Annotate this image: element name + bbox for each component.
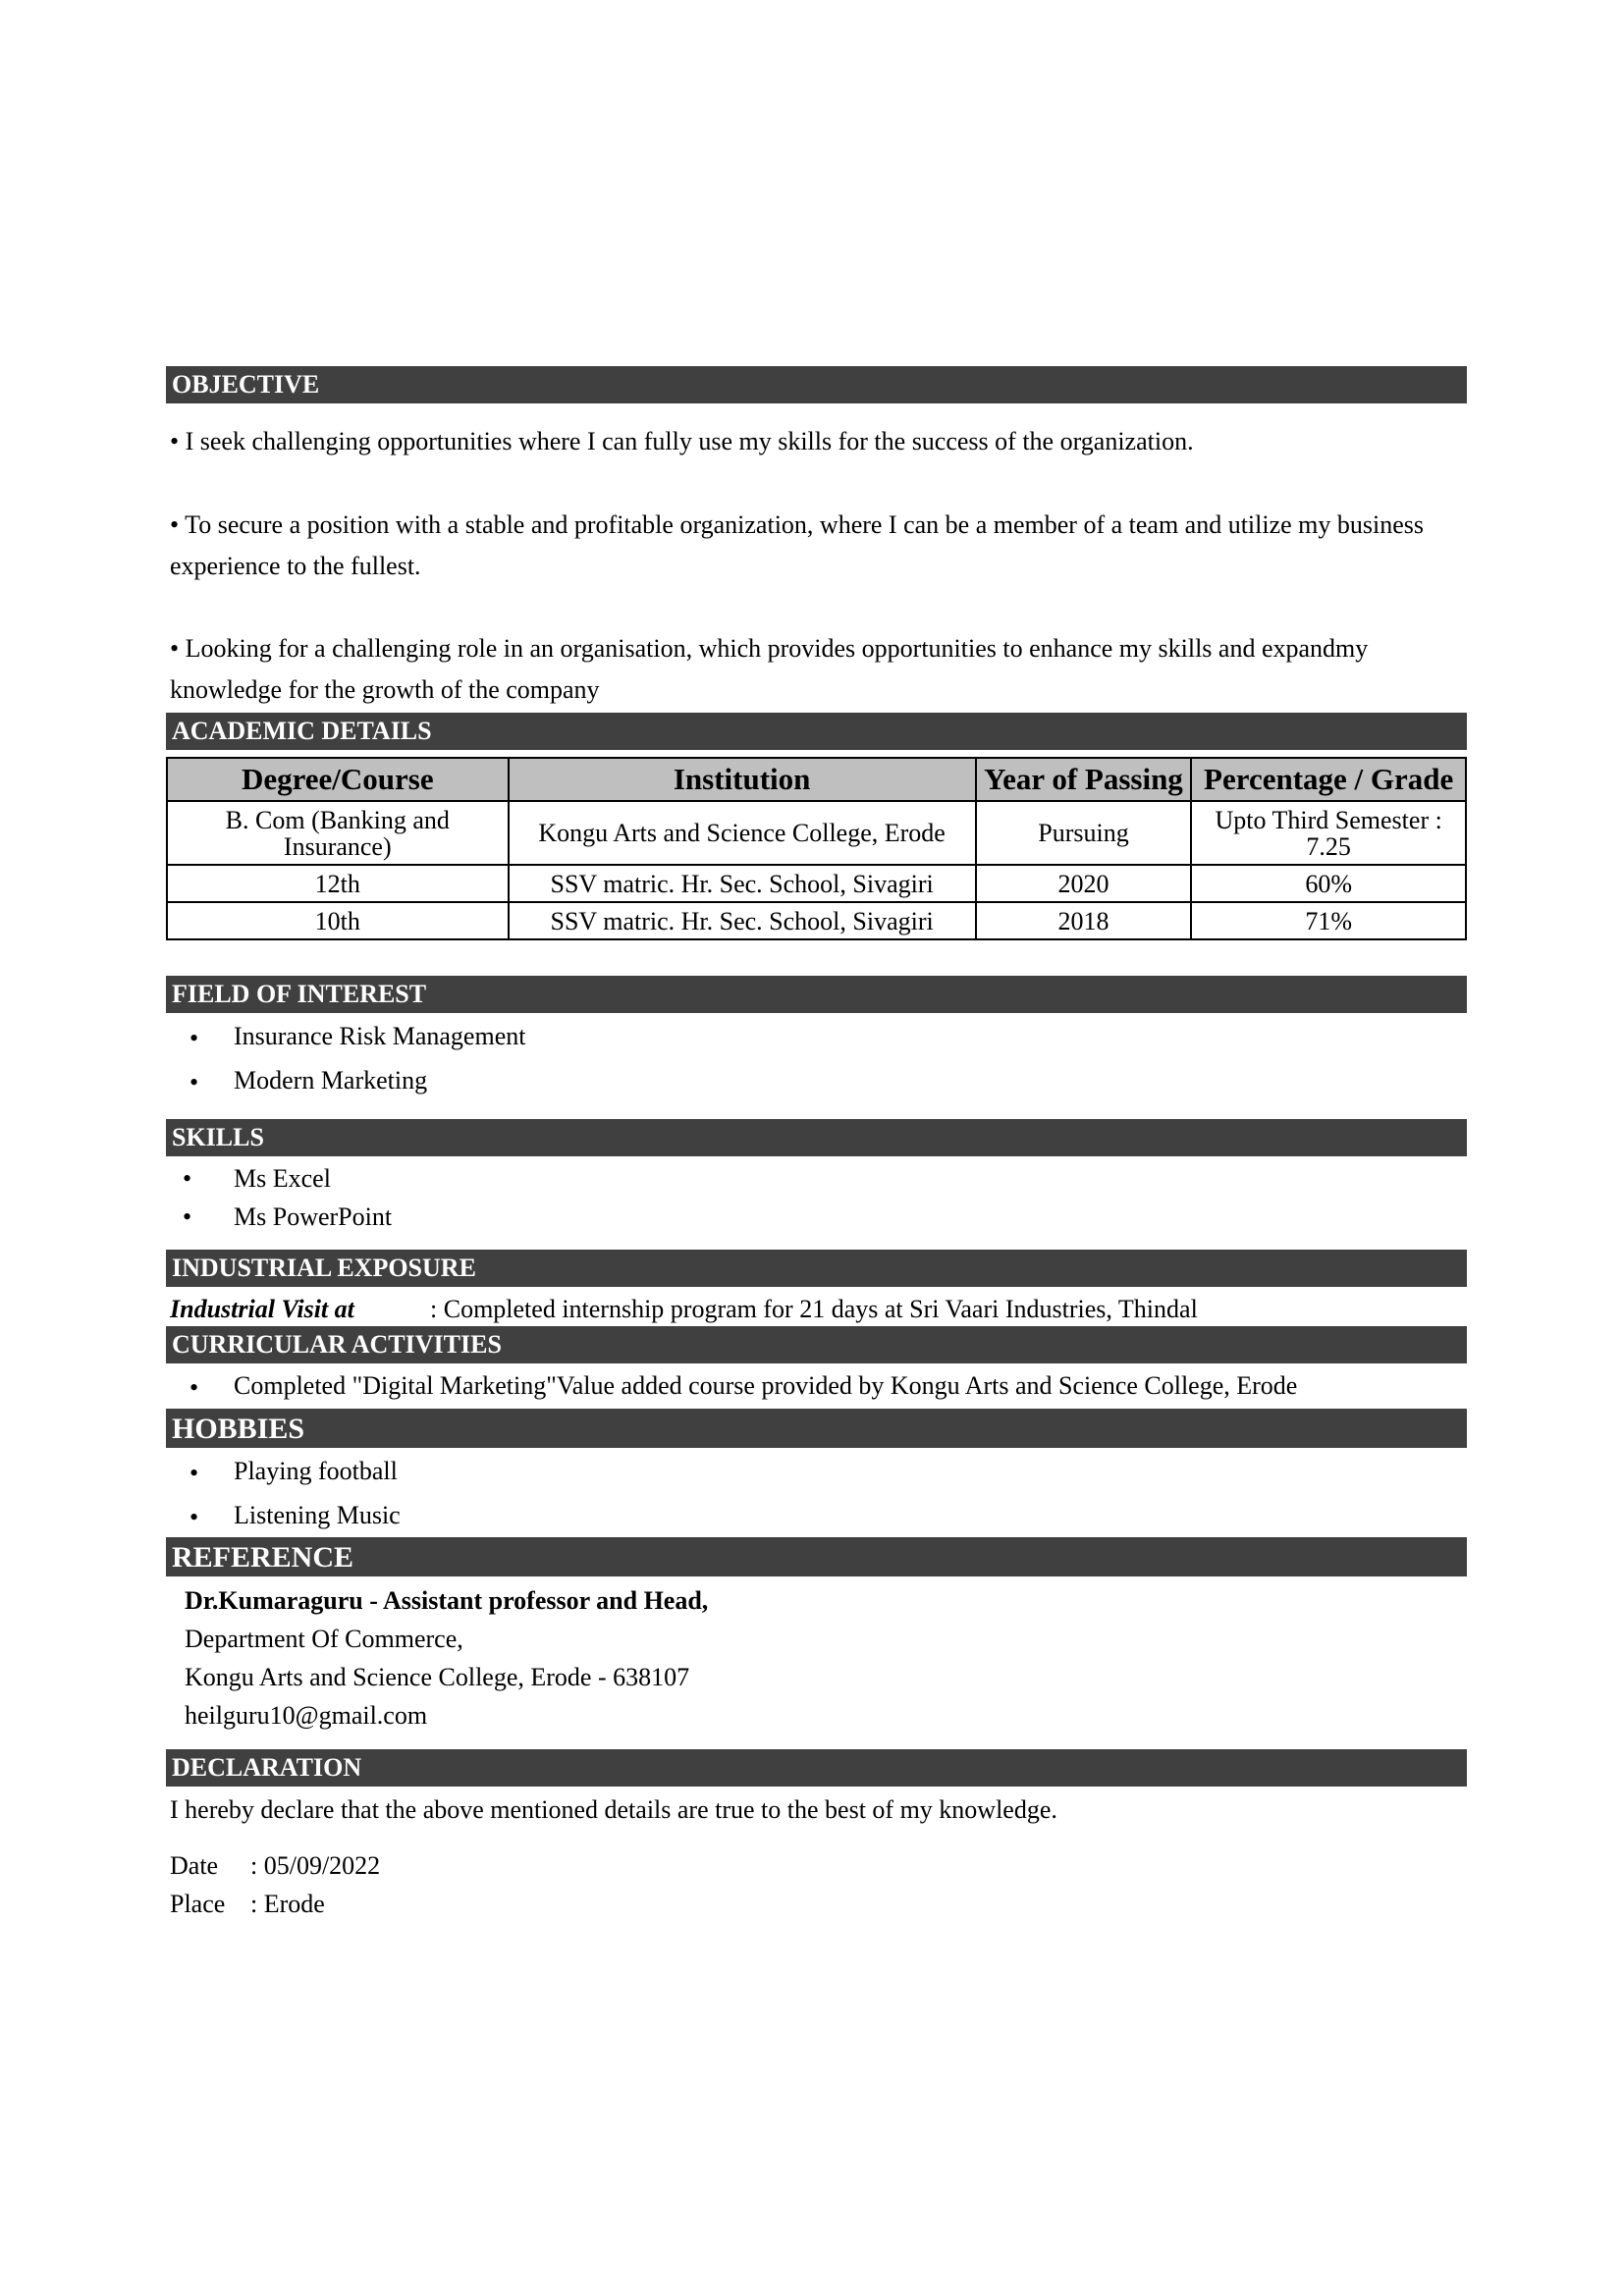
list-item: Playing football	[234, 1457, 398, 1485]
bullet-icon: •	[189, 1459, 199, 1487]
bullet-icon: •	[189, 1024, 199, 1052]
academic-table	[166, 757, 1467, 940]
skills-heading: SKILLS	[166, 1119, 1467, 1156]
bullet-icon: •	[183, 1202, 192, 1231]
objective-point-3: • Looking for a challenging role in an organisation, which provides opportunities to enhance my skills and expandmy knowledge for the growth of the company	[170, 634, 1369, 704]
bullet-icon: •	[189, 1503, 199, 1531]
table-cell: SSV matric. Hr. Sec. School, Sivagiri	[509, 865, 976, 902]
table-cell: Kongu Arts and Science College, Erode	[509, 801, 976, 865]
bullet-icon: •	[183, 1164, 192, 1193]
column-header: Year of Passing	[976, 758, 1192, 801]
objective-point-1: • I seek challenging opportunities where I can fully use my skills for the success of the organization.	[170, 427, 1194, 455]
declaration-heading: DECLARATION	[166, 1749, 1467, 1787]
bullet-icon: •	[189, 1373, 199, 1402]
table-row	[167, 902, 1466, 939]
declaration-text: I hereby declare that the above mentioned details are true to the best of my knowledge.	[170, 1795, 1057, 1824]
objective-heading: OBJECTIVE	[166, 366, 1467, 403]
curricular-heading: CURRICULAR ACTIVITIES	[166, 1326, 1467, 1363]
reference-college: Kongu Arts and Science College, Erode - 638107	[185, 1663, 690, 1691]
list-item: Ms PowerPoint	[234, 1202, 393, 1231]
field-of-interest-heading: FIELD OF INTEREST	[166, 976, 1467, 1013]
table-cell: 2020	[976, 865, 1192, 902]
table-cell: 12th	[167, 865, 509, 902]
list-item: Insurance Risk Management	[234, 1022, 526, 1050]
industrial-heading: INDUSTRIAL EXPOSURE	[166, 1250, 1467, 1287]
list-item: Completed "Digital Marketing"Value added course provided by Kongu Arts and Science College, Erode	[234, 1371, 1298, 1400]
table-cell: Pursuing	[976, 801, 1192, 865]
list-item: Listening Music	[234, 1501, 401, 1529]
hobbies-heading: HOBBIES	[166, 1409, 1467, 1448]
table-cell: 10th	[167, 902, 509, 939]
table-cell: 60%	[1191, 865, 1466, 902]
table-header-row	[167, 758, 1466, 801]
column-header: Institution	[509, 758, 976, 801]
reference-name: Dr.Kumaraguru - Assistant professor and Head,	[185, 1586, 709, 1615]
list-item: Modern Marketing	[234, 1066, 428, 1095]
list-item: Ms Excel	[234, 1164, 331, 1193]
table-row	[167, 801, 1466, 865]
table-row	[167, 865, 1466, 902]
industrial-label: Industrial Visit at	[170, 1295, 354, 1323]
table-cell: B. Com (Banking and Insurance)	[167, 801, 509, 865]
reference-heading: REFERENCE	[166, 1537, 1467, 1576]
table-cell: Upto Third Semester : 7.25	[1191, 801, 1466, 865]
table-cell: 71%	[1191, 902, 1466, 939]
objective-point-2: • To secure a position with a stable and profitable organization, where I can be a member of a team and utilize my business experience to the fullest.	[170, 510, 1425, 580]
reference-department: Department Of Commerce,	[185, 1625, 463, 1653]
column-header: Degree/Course	[167, 758, 509, 801]
industrial-value: : Completed internship program for 21 days at Sri Vaari Industries, Thindal	[430, 1295, 1198, 1323]
place-value: : Erode	[250, 1890, 325, 1918]
bullet-icon: •	[189, 1068, 199, 1096]
date-label: Date	[170, 1851, 219, 1880]
reference-email: heilguru10@gmail.com	[185, 1701, 428, 1730]
academic-heading: ACADEMIC DETAILS	[166, 713, 1467, 750]
column-header: Percentage / Grade	[1191, 758, 1466, 801]
place-label: Place	[170, 1890, 226, 1918]
date-value: : 05/09/2022	[250, 1851, 381, 1880]
table-cell: 2018	[976, 902, 1192, 939]
table-cell: SSV matric. Hr. Sec. School, Sivagiri	[509, 902, 976, 939]
